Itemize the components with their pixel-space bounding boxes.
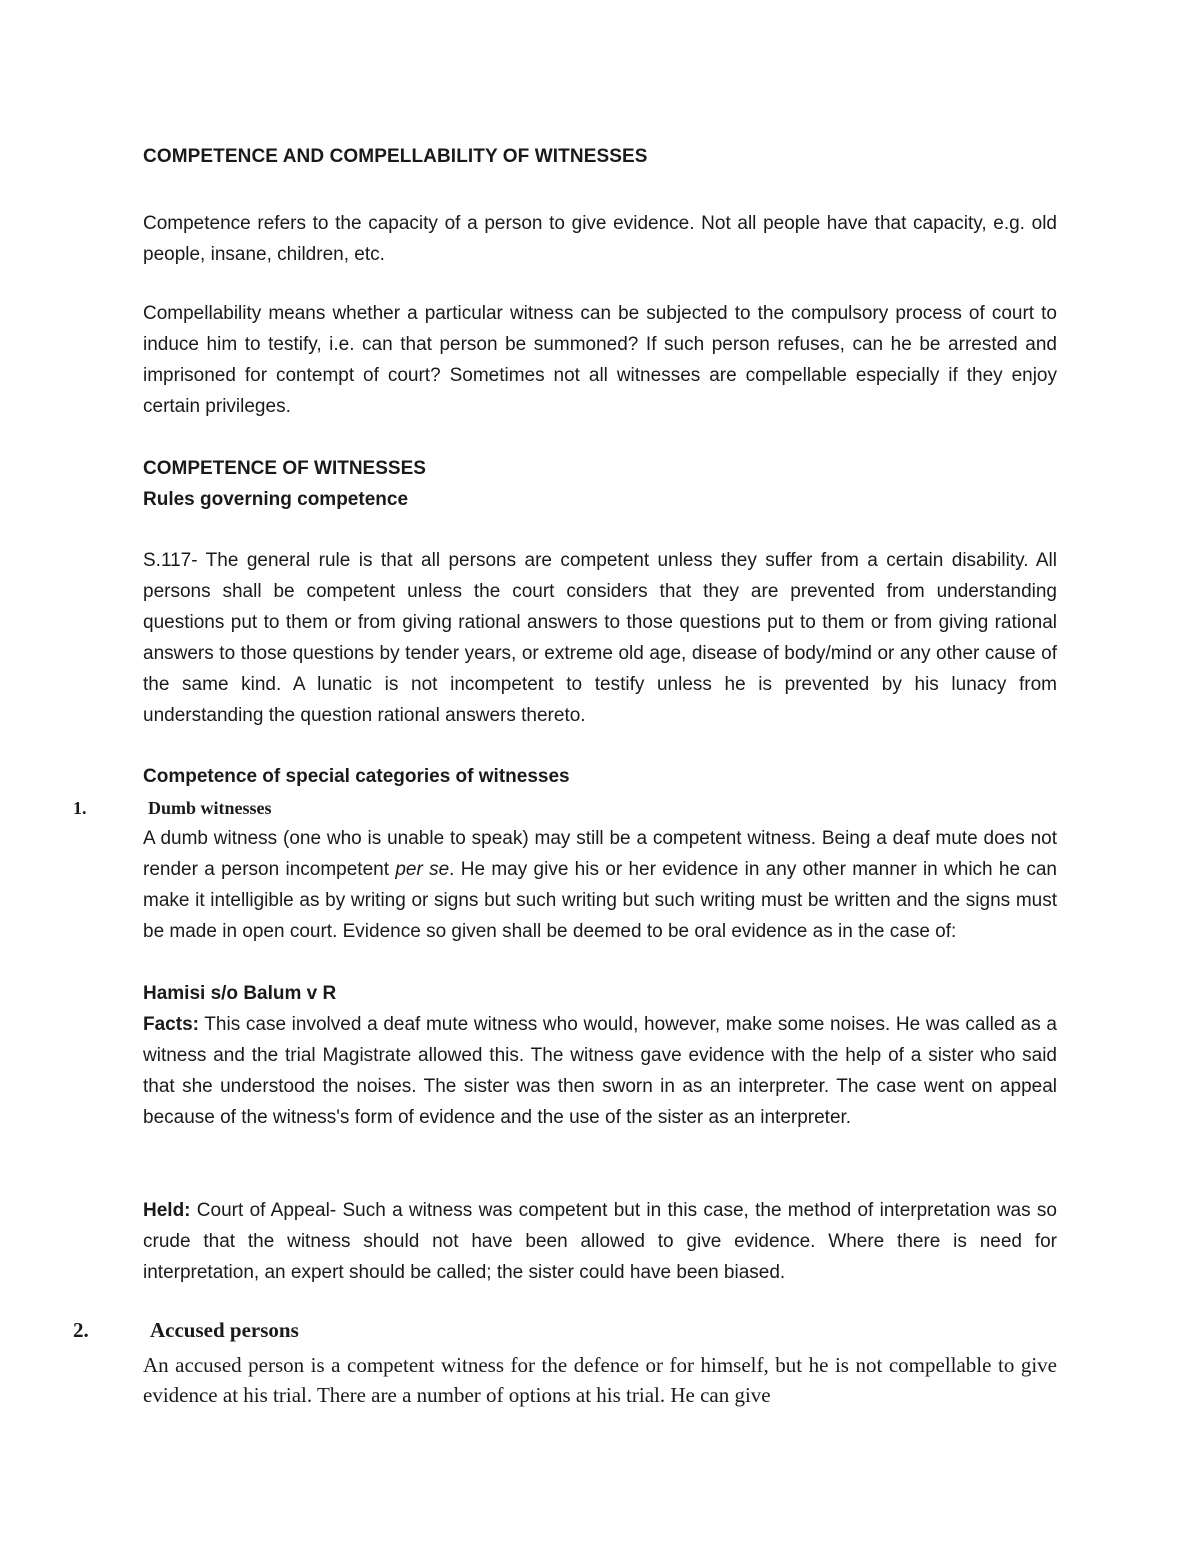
held-paragraph: Held: Court of Appeal- Such a witness was competent but in this case, the method of interpretation was so crude that the witness should not have been allowed to give evidence. Where there is need for interpretation, an expert should be called; the sister could have been biased. <box>143 1200 1057 1283</box>
document-title: COMPETENCE AND COMPELLABILITY OF WITNESSES <box>143 146 648 167</box>
compellability-definition: Compellability means whether a particular witness can be subjected to the compulsory process of court to induce him to testify, i.e. can that person be summoned? If such person refuses, can he be arrested and imprisoned for contempt of court? Sometimes not all witnesses are compellable especially if they enjoy certain privileges. <box>143 303 1057 417</box>
competence-definition: Competence refers to the capacity of a person to give evidence. Not all people have that capacity, e.g. old people, insane, children, etc. <box>143 213 1057 265</box>
held-label: Held: <box>143 1200 191 1221</box>
section-heading-competence: COMPETENCE OF WITNESSES <box>143 458 426 479</box>
subheading-rules: Rules governing competence <box>143 489 409 510</box>
facts-paragraph: Facts: This case involved a deaf mute witness who would, however, make some noises. He was called as a witness and the trial Magistrate allowed this. The witness gave evidence with the help of a sister who said that she understood the noises. The sister was then sworn in as an interpreter. The case went on appeal because of the witness's form of evidence and the use of the sister as an interpreter. <box>143 1014 1057 1128</box>
per-se-italic: per se <box>395 859 450 880</box>
accused-persons-heading: Accused persons <box>150 1318 299 1342</box>
item-number-1: 1. <box>73 798 87 818</box>
dumb-witness-paragraph: A dumb witness (one who is unable to speak) may still be a competent witness. Being a deaf mute does not render a person incompetent per se. He may give his or her evidence in any other manner in which he can make it intelligible as by writing or signs but such writing but such writing must be written and the signs must be made in open court. Evidence so given shall be deemed to be oral evidence as in the case of: <box>143 828 1057 942</box>
facts-label: Facts: <box>143 1014 199 1035</box>
item-number-2: 2. <box>73 1318 89 1342</box>
accused-persons-paragraph: An accused person is a competent witness for the defence or for himself, but he is not compellable to give evidence at his trial. There are a number of options at his trial. He can give <box>143 1353 1057 1407</box>
case-name: Hamisi s/o Balum v R <box>143 983 337 1004</box>
rule-s117-paragraph: S.117- The general rule is that all persons are competent unless they suffer from a certain disability. All persons shall be competent unless the court considers that they are prevented from understanding questions put to them or from giving rational answers to those questions put to them or from giving rational answers to those questions by tender years, or extreme old age, disease of body/mind or any other cause of the same kind. A lunatic is not incompetent to testify unless he is prevented by his lunacy from understanding the question rational answers thereto. <box>143 550 1057 726</box>
special-categories-heading: Competence of special categories of witnesses <box>143 766 570 787</box>
dumb-witnesses-heading: Dumb witnesses <box>148 798 272 818</box>
